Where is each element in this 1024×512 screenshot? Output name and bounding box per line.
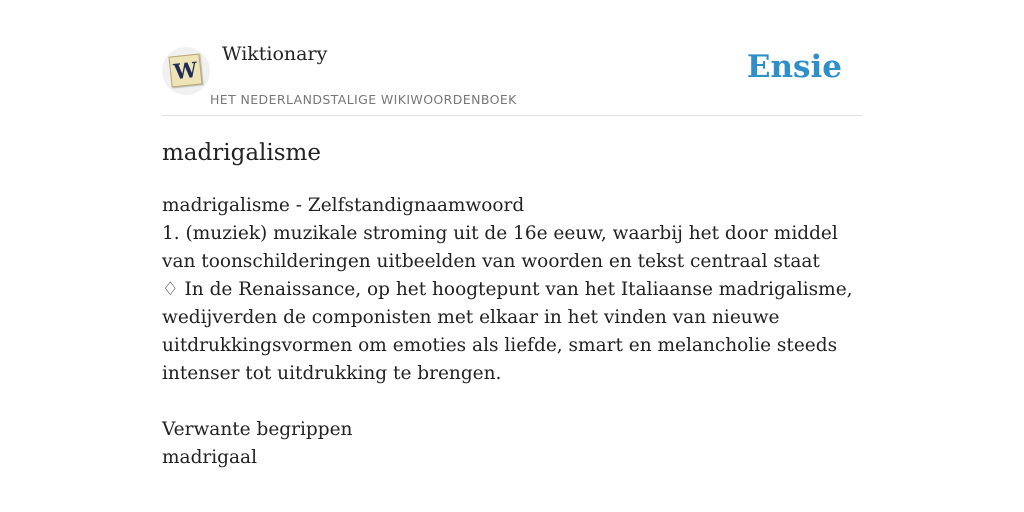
example-sentence: ♢ In de Renaissance, op het hoogtepunt van het Italiaanse madrigalisme, wedijverden de componisten met elkaar in het vinden van nieuwe uitdrukkingsvormen om emoties als liefde, smart en melancholie steeds intenser tot uitdrukking te brengen. [162,279,853,384]
word-class-line: madrigalisme - Zelfstandignaamwoord [162,195,525,216]
ensie-brand-logo[interactable]: Ensie [746,49,842,85]
definition: 1. (muziek) muzikale stroming uit de 16e eeuw, waarbij het door middel van toonschilderingen uitbeelden van woorden en tekst centraal staat [162,223,838,272]
entry-body [162,192,862,472]
site-subtitle: HET NEDERLANDSTALIGE WIKIWOORDENBOEK [210,92,517,107]
wiktionary-logo-icon [168,53,202,87]
logo-letter: W [172,56,199,85]
related-heading: Verwante begrippen [162,419,353,440]
site-name[interactable]: Wiktionary [222,43,328,65]
page-title: madrigalisme [162,140,321,166]
wiktionary-logo[interactable] [162,47,210,95]
page-container [162,0,862,468]
header [162,0,862,116]
related-term[interactable]: madrigaal [162,447,257,468]
spacer [162,388,862,416]
